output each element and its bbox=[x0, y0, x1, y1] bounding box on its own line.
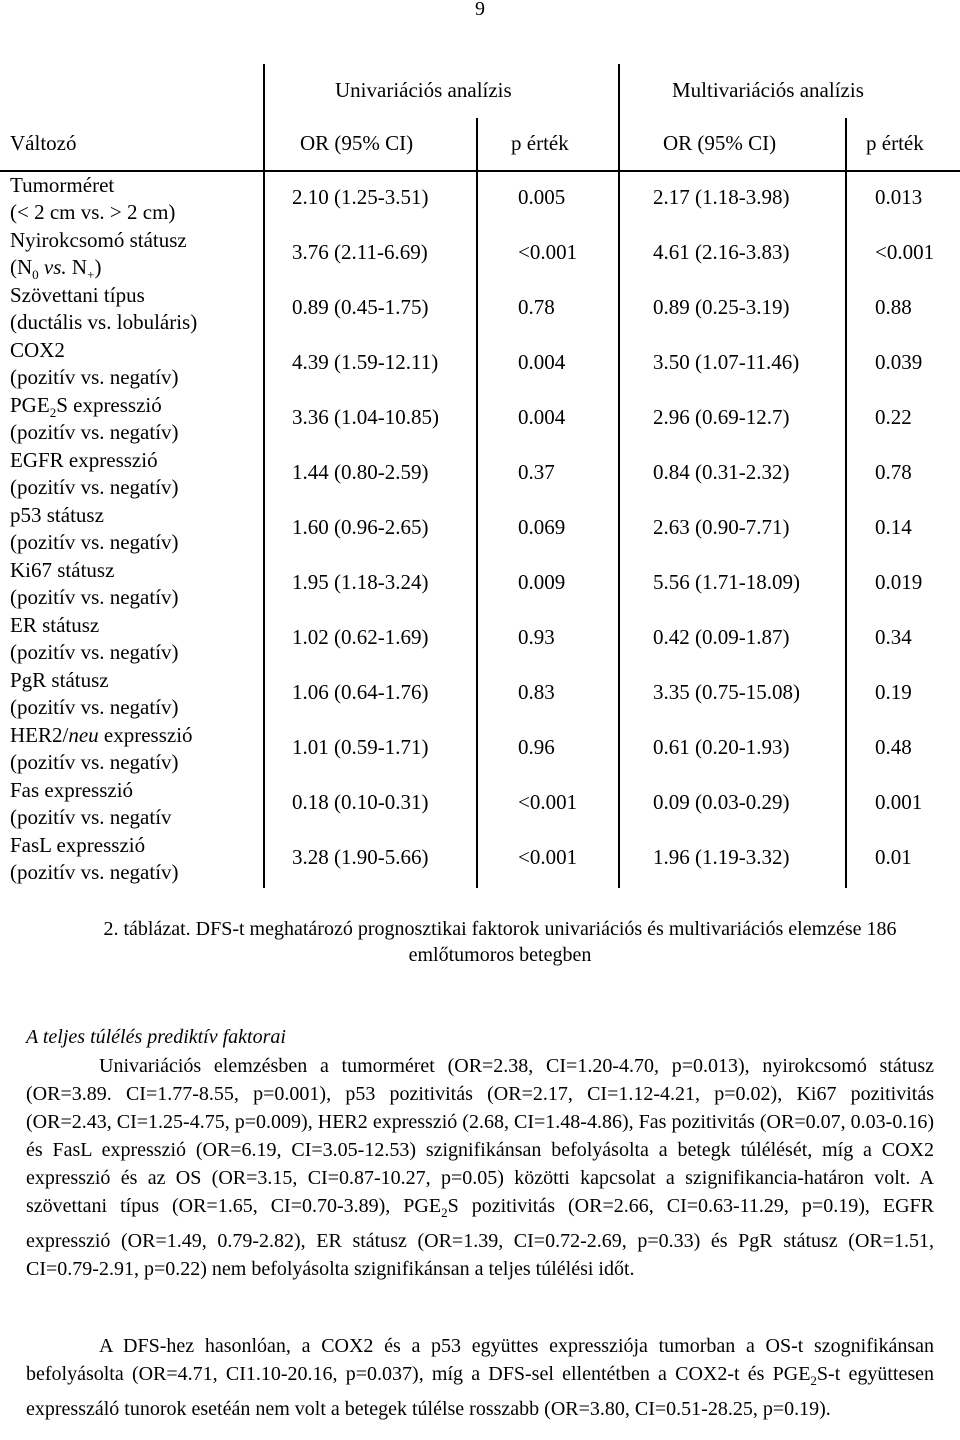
row-comparison: (< 2 cm vs. > 2 cm) bbox=[10, 200, 176, 224]
col-header-uni-or: OR (95% CI) bbox=[300, 131, 414, 155]
uni-p: <0.001 bbox=[518, 790, 578, 814]
col-header-multi-or: OR (95% CI) bbox=[663, 131, 777, 155]
table-row bbox=[0, 448, 960, 503]
multi-p: <0.001 bbox=[875, 240, 935, 264]
section-heading: A teljes túlélés prediktív faktorai bbox=[26, 1026, 286, 1048]
multi-p: 0.34 bbox=[875, 625, 912, 649]
uni-p: 0.069 bbox=[518, 515, 566, 539]
multi-or: 0.61 (0.20-1.93) bbox=[653, 735, 790, 759]
row-variable: HER2/neu expresszió bbox=[10, 723, 193, 747]
col-header-uni-p: p érték bbox=[511, 131, 569, 155]
row-comparison: (pozitív vs. negatív) bbox=[10, 530, 179, 554]
table-row bbox=[0, 173, 960, 228]
multi-or: 2.63 (0.90-7.71) bbox=[653, 515, 790, 539]
table-row bbox=[0, 393, 960, 448]
row-variable: Tumorméret bbox=[10, 173, 115, 197]
multi-p: 0.48 bbox=[875, 735, 912, 759]
uni-or: 1.02 (0.62-1.69) bbox=[292, 625, 429, 649]
uni-or: 0.89 (0.45-1.75) bbox=[292, 295, 429, 319]
row-variable: ER státusz bbox=[10, 613, 100, 637]
uni-p: 0.83 bbox=[518, 680, 555, 704]
uni-p: 0.004 bbox=[518, 405, 566, 429]
table-row bbox=[0, 613, 960, 668]
uni-p: 0.009 bbox=[518, 570, 566, 594]
multi-or: 0.84 (0.31-2.32) bbox=[653, 460, 790, 484]
row-comparison: (pozitív vs. negatív bbox=[10, 805, 172, 829]
multi-or: 3.50 (1.07-11.46) bbox=[653, 350, 800, 374]
uni-or: 3.28 (1.90-5.66) bbox=[292, 845, 429, 869]
table-rule-header-bottom bbox=[0, 170, 960, 172]
uni-p: 0.96 bbox=[518, 735, 555, 759]
multi-or: 3.35 (0.75-15.08) bbox=[653, 680, 800, 704]
uni-or: 3.76 (2.11-6.69) bbox=[292, 240, 428, 264]
row-comparison: (pozitív vs. negatív) bbox=[10, 475, 179, 499]
row-comparison: (ductális vs. lobuláris) bbox=[10, 310, 198, 334]
uni-or: 2.10 (1.25-3.51) bbox=[292, 185, 429, 209]
uni-p: 0.78 bbox=[518, 295, 555, 319]
row-variable: Szövettani típus bbox=[10, 283, 145, 307]
table-row bbox=[0, 338, 960, 393]
row-variable: p53 státusz bbox=[10, 503, 104, 527]
body-paragraph-2: A DFS-hez hasonlóan, a COX2 és a p53 együttes expressziója tumorban a OS-t szognifikánsan befolyásolta (OR=4.71, CI1.10-20.16, p=0.037), míg a DFS-sel ellentétben a COX2-t és $PGE_2S-t$ együttesen expresszáló tunorok esetéán nem volt a betegek túlélse rosszabb (OR=3.80, CI=0.51-28.25, p=0.19). bbox=[26, 1335, 934, 1420]
row-variable: PgR státusz bbox=[10, 668, 109, 692]
row-variable: Fas expresszió bbox=[10, 778, 134, 802]
uni-p: 0.004 bbox=[518, 350, 566, 374]
uni-or: 1.60 (0.96-2.65) bbox=[292, 515, 429, 539]
multi-p: 0.019 bbox=[875, 570, 923, 594]
multi-or: 0.89 (0.25-3.19) bbox=[653, 295, 790, 319]
multi-p: 0.19 bbox=[875, 680, 912, 704]
table-row bbox=[0, 558, 960, 613]
multi-or: 4.61 (2.16-3.83) bbox=[653, 240, 790, 264]
uni-p: 0.93 bbox=[518, 625, 555, 649]
uni-p: 0.37 bbox=[518, 460, 555, 484]
uni-p: <0.001 bbox=[518, 240, 578, 264]
uni-or: 1.44 (0.80-2.59) bbox=[292, 460, 429, 484]
row-variable: $PGE_2S$ expresszió bbox=[10, 393, 162, 421]
multi-p: 0.14 bbox=[875, 515, 912, 539]
multi-or: 0.09 (0.03-0.29) bbox=[653, 790, 790, 814]
uni-p: 0.005 bbox=[518, 185, 566, 209]
row-variable: Ki67 státusz bbox=[10, 558, 115, 582]
row-comparison: (pozitív vs. negatív) bbox=[10, 365, 179, 389]
multi-p: 0.01 bbox=[875, 845, 912, 869]
multi-p: 0.039 bbox=[875, 350, 923, 374]
row-comparison: (pozitív vs. negatív) bbox=[10, 585, 179, 609]
row-comparison: (pozitív vs. negatív) bbox=[10, 860, 179, 884]
table-caption: 2. táblázat. DFS-t meghatározó prognosztikai faktorok univariációs és multivariációs elemzése 186 emlőtumoros betegben bbox=[103, 918, 897, 966]
row-comparison: ($N_0$ vs. $N_+$) bbox=[10, 255, 102, 283]
table-row bbox=[0, 778, 960, 833]
col-header-multi-p: p érték bbox=[866, 131, 924, 155]
uni-p: <0.001 bbox=[518, 845, 578, 869]
table-row bbox=[0, 503, 960, 558]
multi-p: 0.78 bbox=[875, 460, 912, 484]
uni-or: 4.39 (1.59-12.11) bbox=[292, 350, 439, 374]
uni-or: 1.95 (1.18-3.24) bbox=[292, 570, 429, 594]
table-row bbox=[0, 833, 960, 888]
header-univariate: Univariációs analízis bbox=[335, 78, 512, 102]
row-comparison: (pozitív vs. negatív) bbox=[10, 695, 179, 719]
multi-p: 0.88 bbox=[875, 295, 912, 319]
multi-p: 0.013 bbox=[875, 185, 923, 209]
body-paragraph-1: Univariációs elemzésben a tumorméret (OR=2.38, CI=1.20-4.70, p=0.013), nyirokcsomó státusz (OR=3.89. CI=1.77-8.55, p=0.001), p53 pozitivitás (OR=2.17, CI=1.12-4.21, p=0.02), Ki67 pozitivitás (OR=2.43, CI=1.25-4.75, p=0.009), HER2 expresszió (2.68, CI=1.48-4.86), Fas pozitivitás (OR=0.07, 0.03-0.16) és FasL expresszió (OR=6.19, CI=3.05-12.53) szignifikánsan befolyásolta a betegk túlélését, míg a COX2 expresszió és az OS (OR=3.15, CI=0.87-10.27, p=0.05) közötti kapcsolat a szignifikancia-határon volt. A szövettani típus (OR=1.65, CI=0.70-3.89), $PGE_2S$ pozitivitás (OR=2.66, CI=0.63-11.29, p=0.19), EGFR expresszió (OR=1.49, 0.79-2.82), ER státusz (OR=1.39, CI=0.72-2.69, p=0.33) és PgR státusz (OR=1.51, CI=0.79-2.91, p=0.22) nem befolyásolta szignifikánsan a teljes túlélési időt. bbox=[26, 1055, 934, 1280]
table-row bbox=[0, 723, 960, 778]
multi-or: 5.56 (1.71-18.09) bbox=[653, 570, 800, 594]
uni-or: 1.01 (0.59-1.71) bbox=[292, 735, 429, 759]
row-variable: EGFR expresszió bbox=[10, 448, 158, 472]
row-comparison: (pozitív vs. negatív) bbox=[10, 420, 179, 444]
header-multivariate: Multivariációs analízis bbox=[672, 78, 864, 102]
multi-or: 2.96 (0.69-12.7) bbox=[653, 405, 790, 429]
row-comparison: (pozitív vs. negatív) bbox=[10, 640, 179, 664]
multi-or: 1.96 (1.19-3.32) bbox=[653, 845, 790, 869]
uni-or: 3.36 (1.04-10.85) bbox=[292, 405, 439, 429]
table-row bbox=[0, 228, 960, 283]
page-number: 9 bbox=[475, 0, 485, 20]
row-comparison: (pozitív vs. negatív) bbox=[10, 750, 179, 774]
multi-or: 0.42 (0.09-1.87) bbox=[653, 625, 790, 649]
multi-p: 0.22 bbox=[875, 405, 912, 429]
row-variable: COX2 bbox=[10, 338, 65, 362]
col-header-variable: Változó bbox=[10, 131, 77, 155]
multi-p: 0.001 bbox=[875, 790, 923, 814]
table-row bbox=[0, 668, 960, 723]
multi-or: 2.17 (1.18-3.98) bbox=[653, 185, 790, 209]
uni-or: 1.06 (0.64-1.76) bbox=[292, 680, 429, 704]
uni-or: 0.18 (0.10-0.31) bbox=[292, 790, 429, 814]
table-row bbox=[0, 283, 960, 338]
row-variable: FasL expresszió bbox=[10, 833, 146, 857]
row-variable: Nyirokcsomó státusz bbox=[10, 228, 187, 252]
